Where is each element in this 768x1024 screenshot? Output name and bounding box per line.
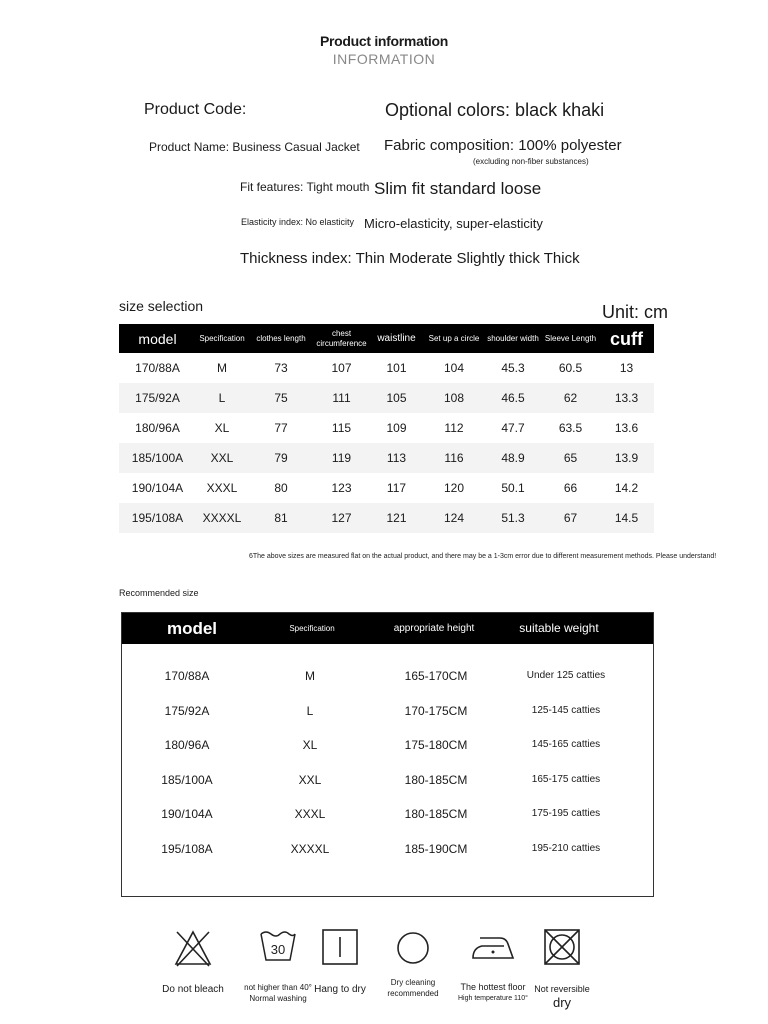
fabric-note: (excluding non-fiber substances) bbox=[473, 157, 589, 166]
table-cell: XL bbox=[214, 421, 230, 435]
table-cell: 50.1 bbox=[501, 481, 525, 495]
wash-temperature: 30 bbox=[270, 942, 286, 957]
measurement-note: 6The above sizes are measured flat on the actual product, and there may be a 1-3cm error due to different measurement methods. Please understand! bbox=[249, 553, 717, 560]
rec-cell-weight: 165-175 catties bbox=[531, 774, 601, 785]
table-row bbox=[122, 839, 653, 859]
size-header-sleeve: Sleeve Length bbox=[542, 324, 599, 353]
table-cell: 127 bbox=[314, 503, 369, 533]
hang-dry-icon bbox=[321, 928, 359, 966]
rec-cell-weight: Under 125 catties bbox=[526, 670, 606, 681]
table-row bbox=[119, 413, 654, 443]
table-cell: 77 bbox=[274, 421, 288, 435]
care-label-2: dry bbox=[552, 995, 572, 1010]
size-header-cuff: cuff bbox=[599, 324, 654, 353]
table-cell: XXXL bbox=[206, 481, 238, 495]
table-cell: M bbox=[217, 361, 227, 375]
table-row bbox=[122, 804, 653, 824]
elasticity-label: Elasticity index: No elasticity bbox=[241, 217, 355, 227]
table-cell: 79 bbox=[248, 443, 314, 473]
size-header-shoulder: shoulder width bbox=[484, 324, 542, 353]
table-cell: 115 bbox=[331, 421, 352, 435]
table-row bbox=[119, 353, 654, 383]
table-cell: 121 bbox=[369, 503, 424, 533]
iron-icon bbox=[470, 932, 516, 962]
table-cell: 124 bbox=[424, 503, 484, 533]
table-row bbox=[119, 383, 654, 413]
care-label: The hottest floor bbox=[460, 982, 526, 992]
table-cell: 13.6 bbox=[614, 421, 639, 435]
rec-cell-model: 170/88A bbox=[164, 669, 210, 683]
rec-header-height: appropriate height bbox=[393, 623, 475, 634]
table-cell: XXL bbox=[196, 443, 248, 473]
size-header-model: model bbox=[119, 324, 196, 353]
page-title: Product information bbox=[319, 33, 449, 49]
rec-cell-spec: L bbox=[306, 704, 314, 718]
rec-header-specification: Specification bbox=[289, 624, 335, 633]
rec-cell-height: 165-170CM bbox=[404, 669, 468, 683]
size-table-header-row bbox=[119, 324, 654, 353]
table-cell: 105 bbox=[369, 383, 424, 413]
table-cell: 45.3 bbox=[501, 361, 525, 375]
table-cell: 185/100A bbox=[119, 443, 196, 473]
table-cell: 116 bbox=[424, 443, 484, 473]
rec-cell-weight: 145-165 catties bbox=[531, 739, 601, 750]
table-cell: 46.5 bbox=[484, 383, 542, 413]
product-colors: Optional colors: black khaki bbox=[385, 100, 605, 120]
fabric-composition: Fabric composition: 100% polyester bbox=[384, 137, 622, 154]
table-cell: XXXXL bbox=[196, 503, 248, 533]
size-header-clothes-length: clothes length bbox=[248, 324, 314, 353]
care-item-wash bbox=[238, 928, 318, 1004]
no-tumble-dry-icon bbox=[543, 928, 581, 966]
care-label: not higher than 40° bbox=[244, 983, 312, 992]
care-label-2: Normal washing bbox=[249, 994, 307, 1003]
rec-cell-height: 175-180CM bbox=[404, 738, 468, 752]
page-subtitle: INFORMATION bbox=[332, 51, 436, 67]
table-cell: 73 bbox=[274, 361, 288, 375]
table-cell: 175/92A bbox=[119, 383, 196, 413]
rec-cell-weight: 125-145 catties bbox=[531, 705, 601, 716]
dry-clean-icon bbox=[395, 930, 431, 966]
care-label: Do not bleach bbox=[162, 984, 224, 995]
table-cell: 65 bbox=[542, 443, 599, 473]
rec-cell-weight: 175-195 catties bbox=[531, 808, 601, 819]
table-cell: 67 bbox=[542, 503, 599, 533]
table-row bbox=[119, 443, 654, 473]
table-cell: 170/88A bbox=[135, 361, 180, 375]
wash-30-icon bbox=[258, 928, 298, 964]
product-name: Product Name: Business Casual Jacket bbox=[149, 140, 360, 154]
care-label-2: recommended bbox=[387, 989, 439, 998]
table-cell: 119 bbox=[314, 443, 369, 473]
table-cell: 101 bbox=[386, 361, 407, 375]
rec-cell-spec: XXL bbox=[298, 773, 322, 787]
unit-label: Unit: cm bbox=[602, 302, 669, 322]
recommended-table bbox=[121, 612, 654, 897]
table-row bbox=[122, 666, 653, 686]
fit-features-label: Fit features: Tight mouth bbox=[240, 180, 370, 194]
table-row bbox=[122, 701, 653, 721]
no-bleach-icon bbox=[173, 928, 213, 968]
table-cell: 180/96A bbox=[135, 421, 180, 435]
rec-cell-spec: XXXXL bbox=[290, 842, 330, 856]
size-header-specification: Specification bbox=[196, 324, 248, 353]
rec-header-weight: suitable weight bbox=[519, 621, 599, 635]
table-cell: 63.5 bbox=[558, 421, 583, 435]
rec-cell-height: 185-190CM bbox=[404, 842, 468, 856]
table-cell: 117 bbox=[386, 481, 407, 495]
table-cell: 195/108A bbox=[119, 503, 196, 533]
recommended-header-row bbox=[122, 613, 653, 644]
table-cell: 51.3 bbox=[484, 503, 542, 533]
table-cell: 107 bbox=[331, 361, 352, 375]
table-cell: 108 bbox=[424, 383, 484, 413]
table-cell: 80 bbox=[274, 481, 288, 495]
table-row bbox=[122, 770, 653, 790]
table-cell: 13.3 bbox=[599, 383, 654, 413]
table-cell: 113 bbox=[369, 443, 424, 473]
table-cell: 13 bbox=[619, 361, 634, 375]
rec-cell-height: 180-185CM bbox=[404, 773, 468, 787]
table-cell: 120 bbox=[443, 481, 465, 495]
rec-cell-model: 195/108A bbox=[161, 842, 213, 856]
care-item-no-tumble-dry bbox=[530, 928, 594, 1010]
care-item-iron bbox=[455, 932, 531, 1004]
table-cell: 66 bbox=[563, 481, 578, 495]
table-cell: 60.5 bbox=[558, 361, 583, 375]
care-label: Hang to dry bbox=[314, 984, 366, 995]
table-cell: 111 bbox=[314, 383, 369, 413]
rec-cell-spec: XL bbox=[302, 738, 318, 752]
table-cell: 14.2 bbox=[614, 481, 639, 495]
table-cell: 47.7 bbox=[501, 421, 525, 435]
rec-cell-model: 180/96A bbox=[164, 738, 210, 752]
table-row bbox=[119, 473, 654, 503]
rec-cell-spec: M bbox=[305, 669, 315, 683]
size-header-chest: chest circumference bbox=[314, 324, 369, 353]
table-cell: 104 bbox=[443, 361, 465, 375]
size-selection-caption: size selection bbox=[119, 298, 204, 314]
rec-cell-model: 190/104A bbox=[161, 807, 213, 821]
elasticity-options: Micro-elasticity, super-elasticity bbox=[364, 216, 543, 231]
thickness-index: Thickness index: Thin Moderate Slightly thick Thick bbox=[240, 250, 580, 267]
table-cell: 13.9 bbox=[599, 443, 654, 473]
table-cell: 112 bbox=[444, 421, 464, 435]
size-table bbox=[119, 324, 654, 533]
table-cell: 81 bbox=[248, 503, 314, 533]
table-cell: 109 bbox=[386, 421, 407, 435]
care-label-2: High temperature 110° bbox=[458, 995, 528, 1002]
table-cell: 123 bbox=[331, 481, 352, 495]
table-cell: 14.5 bbox=[599, 503, 654, 533]
rec-header-model: model bbox=[166, 619, 218, 638]
care-item-hang-dry bbox=[308, 928, 372, 995]
table-cell: L bbox=[196, 383, 248, 413]
rec-cell-spec: XXXL bbox=[294, 807, 326, 821]
size-header-circle: Set up a circle bbox=[424, 324, 484, 353]
care-label: Dry cleaning bbox=[390, 978, 436, 987]
rec-cell-model: 175/92A bbox=[164, 704, 210, 718]
table-row bbox=[122, 735, 653, 755]
care-item-no-bleach bbox=[160, 928, 226, 995]
rec-cell-height: 180-185CM bbox=[404, 807, 468, 821]
recommended-caption: Recommended size bbox=[119, 588, 199, 598]
table-row bbox=[119, 503, 654, 533]
rec-cell-weight: 195-210 catties bbox=[531, 843, 601, 854]
care-label: Not reversible bbox=[534, 984, 590, 994]
table-cell: 48.9 bbox=[484, 443, 542, 473]
table-cell: 62 bbox=[542, 383, 599, 413]
size-header-waistline: waistline bbox=[369, 324, 424, 353]
table-cell: 75 bbox=[248, 383, 314, 413]
table-cell: 190/104A bbox=[131, 481, 184, 495]
rec-cell-height: 170-175CM bbox=[404, 704, 468, 718]
rec-cell-model: 185/100A bbox=[161, 773, 213, 787]
product-code-label: Product Code: bbox=[144, 101, 247, 118]
care-item-dry-clean bbox=[383, 930, 443, 999]
fit-options: Slim fit standard loose bbox=[374, 179, 542, 198]
